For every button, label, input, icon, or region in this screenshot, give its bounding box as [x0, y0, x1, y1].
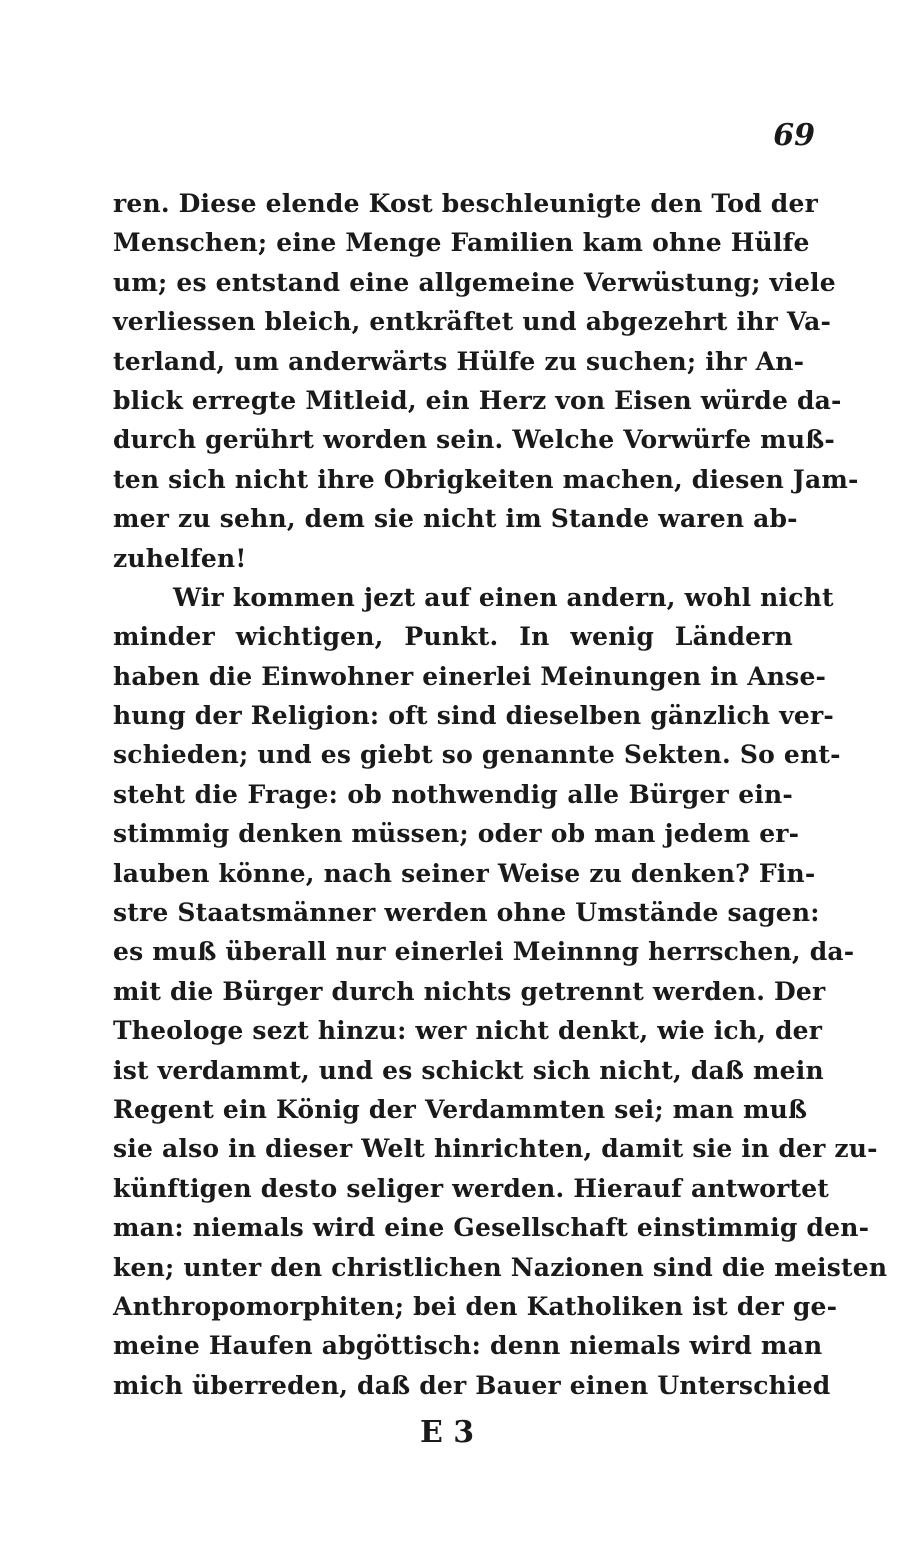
text-line: Regent ein König der Verdammten sei; man muß: [113, 1094, 808, 1124]
text-line: steht die Frage: ob nothwendig alle Bürger ein-: [113, 779, 793, 809]
text-line: Theologe sezt hinzu: wer nicht denkt, wie ich, der: [113, 1016, 823, 1046]
text-line: meine Haufen abgöttisch: denn niemals wird man: [113, 1331, 823, 1361]
text-line: es muß überall nur einerlei Meinnng herrschen, da-: [113, 937, 855, 967]
text-line: durch gerührt worden sein. Welche Vorwürfe muß-: [113, 425, 835, 455]
text-line: lauben könne, nach seiner Weise zu denken? Fin-: [113, 858, 816, 888]
text-line: um; es entstand eine allgemeine Verwüstung; viele: [113, 267, 836, 297]
text-line: ken; unter den christlichen Nazionen sind die meisten: [113, 1252, 888, 1282]
text-line: stimmig denken müssen; oder ob man jedem er-: [113, 819, 800, 849]
text-line: sie also in dieser Welt hinrichten, damit sie in der zu-: [113, 1134, 878, 1164]
text-line: man: niemals wird eine Gesellschaft einstimmig den-: [113, 1213, 870, 1243]
text-line: Anthropomorphiten; bei den Katholiken ist der ge-: [113, 1291, 838, 1321]
text-line: zuhelfen!: [113, 543, 247, 573]
text-line: mit die Bürger durch nichts getrennt werden. Der: [113, 976, 826, 1006]
text-line: ist verdammt, und es schickt sich nicht, daß mein: [113, 1055, 824, 1085]
text-line: terland, um anderwärts Hülfe zu suchen; ihr An-: [113, 346, 805, 376]
text-line: haben die Einwohner einerlei Meinungen in Anse-: [113, 661, 827, 691]
text-line: blick erregte Mitleid, ein Herz von Eisen würde da-: [113, 385, 842, 415]
text-line: ten sich nicht ihre Obrigkeiten machen, diesen Jam-: [113, 464, 859, 494]
text-line: verliessen bleich, entkräftet und abgezehrt ihr Va-: [113, 307, 832, 337]
text-line: mer zu sehn, dem sie nicht im Stande waren ab-: [113, 504, 798, 534]
printer-signature: E 3: [420, 1415, 475, 1450]
text-line: minder wichtigen, Punkt. In wenig Ländern: [113, 622, 793, 652]
text-line: ren. Diese elende Kost beschleunigte den Tod der: [113, 189, 818, 218]
text-line: mich überreden, daß der Bauer einen Unterschied: [113, 1370, 831, 1400]
text-line: stre Staatsmänner werden ohne Umstände sagen:: [113, 898, 820, 928]
body-text: [113, 184, 888, 1405]
page-number: 69: [773, 118, 815, 153]
text-line: Menschen; eine Menge Familien kam ohne Hülfe: [113, 228, 810, 258]
text-line: künftigen desto seliger werden. Hierauf antwortet: [113, 1173, 830, 1203]
paragraph-start-line: Wir kommen jezt auf einen andern, wohl nicht: [173, 582, 834, 612]
text-line: hung der Religion: oft sind dieselben gänzlich ver-: [113, 701, 834, 731]
text-line: schieden; und es giebt so genannte Sekten. So ent-: [113, 740, 841, 770]
